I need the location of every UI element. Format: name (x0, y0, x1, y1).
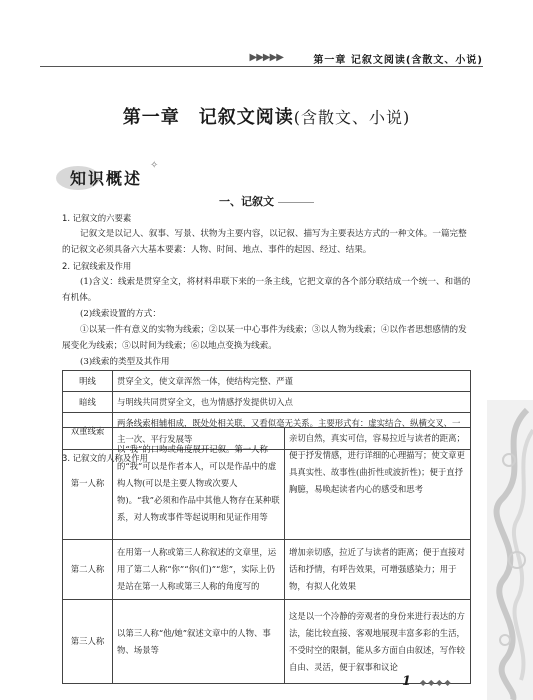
chapter-title-main: 第一章 记叙文阅读 (122, 107, 294, 128)
paragraph: 记叙文是以记人、叙事、写景、状物为主要内容，以记叙、描写为主要表达方式的一种文体。一篇完整的记叙文必须具备六大基本要素：人物、时间、地点、事件的起因、经过、结果。 (62, 229, 467, 255)
table-cell-label: 明线 (63, 371, 113, 392)
table-row (63, 428, 471, 540)
section-badge (50, 160, 162, 194)
section-title-text: 一、记叙文 (219, 195, 274, 208)
table-row (63, 600, 471, 684)
chapter-title (0, 103, 533, 129)
heading-1: 1. 记叙文的六要素 (62, 213, 132, 223)
paragraph: (2)线索设置的方式： (80, 309, 161, 319)
person-table (62, 427, 471, 684)
section-rule (278, 202, 314, 203)
table-row (63, 371, 471, 392)
table-cell-label: 第二人称 (63, 540, 113, 600)
paragraph: (3)线索的类型及其作用 (80, 357, 170, 367)
table-cell: 以“我”的口吻或角度展开记叙。第一人称的“我”可以是作者本人，可以是作品中的虚构人物(可以是主要人物或次要人物)。“我”必须和作品中其他人物存在某种联系，对人物或事件等起说明和见证作用等 (113, 428, 285, 540)
table-cell-label: 暗线 (63, 392, 113, 413)
chapter-title-sub: (含散文、小说) (293, 108, 411, 127)
heading-3: 3. 记叙文的人称及作用 (62, 453, 149, 463)
badge-text: 知识概述 (70, 169, 143, 188)
running-header (40, 50, 483, 66)
header-divider (40, 66, 483, 67)
running-header-text: 第一章 记叙文阅读(含散文、小说) (313, 55, 483, 66)
table-row (63, 540, 471, 600)
table-cell-label: 第三人称 (63, 600, 113, 684)
paragraph: (1)含义：线索是贯穿全文，将材料串联下来的一条主线，它把文章的各个部分联结成一个统一、和谐的有机体。 (62, 277, 471, 303)
table-cell: 两条线索相辅相成，既处处相关联，又看似毫无关系。主要形式有：虚实结合、纵横交叉、一主一次、平行发展等 (113, 413, 471, 450)
table-cell: 在用第一人称或第三人称叙述的文章里，运用了第二人称“你”“你(们)”“您”，实际上仍是站在第一人称或第三人称的角度写的 (113, 540, 285, 600)
table-cell: 这是以一个冷静的旁观者的身份来进行表达的方法，能比较直接、客观地展现丰富多彩的生活，不受时空的限制，能从多方面自由叙述，写作较自由、灵活，便于叙事和议论 (285, 600, 471, 684)
table-cell: 以第三人称“他/她”叙述文章中的人物、事物、场景等 (113, 600, 285, 684)
table-row (63, 392, 471, 413)
table-cell-label: 第一人称 (63, 428, 113, 540)
page-number: 1 (402, 674, 412, 689)
section-title (0, 193, 533, 209)
table-cell: 与明线共同贯穿全文，也为情感抒发提供切入点 (113, 392, 471, 413)
heading-2: 2. 记叙线索及作用 (62, 261, 132, 271)
decorative-border (487, 400, 533, 700)
chevron-icon: ▶▶▶▶▶ (249, 52, 283, 63)
table-cell-label: 双重线索 (63, 413, 113, 450)
diamond-icon: ◆◆◆◆ (420, 678, 453, 687)
table-cell: 贯穿全文，使文章浑然一体，使结构完整、严谨 (113, 371, 471, 392)
sparkle-icon: ✧ (150, 160, 159, 171)
paragraph: ①以某一件有意义的实物为线索；②以某一中心事件为线索；③以人物为线索；④以作者思想感情的发展变化为线索；⑤以时间为线索；⑥以地点变换为线索。 (62, 325, 467, 351)
table-cell: 增加亲切感，拉近了与读者的距离；便于直接对话和抒情，有呼告效果，可增强感染力；用于物，有拟人化效果 (285, 540, 471, 600)
table-cell: 亲切自然，真实可信，容易拉近与读者的距离；便于抒发情感，进行详细的心理描写；使文章更具真实性、故事性(曲折性或波折性)；便于直抒胸臆，易唤起读者内心的感受和思考 (285, 428, 471, 540)
